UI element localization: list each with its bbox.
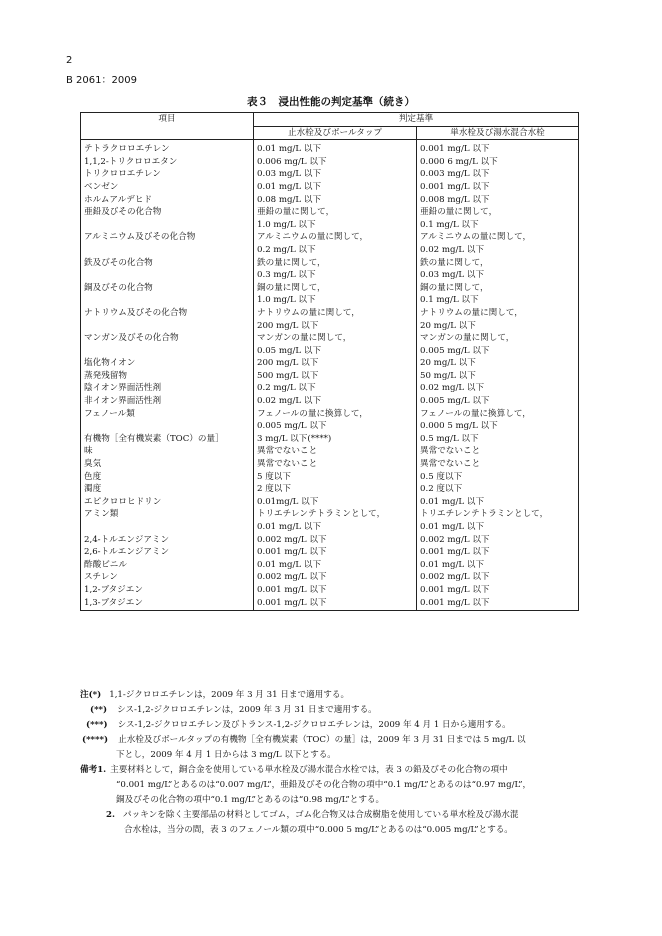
cell-faucet: 0.01 mg/L 以下 (417, 496, 579, 509)
note-1 (80, 688, 600, 703)
table-row (81, 332, 579, 345)
note-4-cont: 下とし，2009 年 4 月 1 日からは 3 mg/L 以下とする。 (116, 750, 336, 760)
cell-stopcock: マンガンの量に関して， (254, 332, 417, 345)
cell-stopcock: 0.01 mg/L 以下 (254, 559, 417, 572)
cell-item: 1,1,2-トリクロロエタン (81, 156, 254, 169)
table-row (81, 382, 579, 395)
cell-faucet: 0.001 mg/L 以下 (417, 584, 579, 597)
cell-stopcock: 0.002 mg/L 以下 (254, 534, 417, 547)
cell-item: 酢酸ビニル (81, 559, 254, 572)
note-label: (***) (86, 720, 108, 730)
cell-stopcock: フェノールの量に換算して， (254, 408, 417, 421)
cell-faucet: 0.000 6 mg/L 以下 (417, 156, 579, 169)
cell-faucet: ナトリウムの量に関して， (417, 307, 579, 320)
cell-item: アミン類 (81, 508, 254, 521)
cell-stopcock: 0.05 mg/L 以下 (254, 345, 417, 358)
cell-item (81, 294, 254, 307)
table-row (81, 597, 579, 611)
cell-faucet: フェノールの量に換算して， (417, 408, 579, 421)
cell-item: スチレン (81, 571, 254, 584)
note-2 (80, 703, 600, 718)
table-row (81, 231, 579, 244)
note-text: 1,1-ジクロロエチレンは，2009 年 3 月 31 日まで適用する。 (109, 690, 350, 700)
cell-faucet: マンガンの量に関して， (417, 332, 579, 345)
page-number: 2 (66, 55, 73, 66)
cell-stopcock: 0.001 mg/L 以下 (254, 584, 417, 597)
table-title: 表３ 浸出性能の判定基準（続き） (247, 96, 415, 108)
remark-1 (80, 763, 600, 778)
cell-stopcock: 0.03 mg/L 以下 (254, 168, 417, 181)
table-row (81, 445, 579, 458)
cell-faucet: 0.1 mg/L 以下 (417, 219, 579, 232)
cell-faucet: 0.1 mg/L 以下 (417, 294, 579, 307)
cell-item: 色度 (81, 471, 254, 484)
cell-item: ベンゼン (81, 181, 254, 194)
standard-number: B 2061：2009 (66, 75, 137, 86)
cell-stopcock: 500 mg/L 以下 (254, 370, 417, 383)
table-row (81, 168, 579, 181)
cell-stopcock: 0.005 mg/L 以下 (254, 420, 417, 433)
cell-faucet: アルミニウムの量に関して， (417, 231, 579, 244)
cell-item (81, 219, 254, 232)
cell-stopcock: ナトリウムの量に関して， (254, 307, 417, 320)
table-row (81, 345, 579, 358)
remark-1-cont: 銅及びその化合物の項中“0.1 mg/L”とあるのは“0.98 mg/L”とする。 (116, 795, 385, 805)
cell-item: トリクロロエチレン (81, 168, 254, 181)
table-row (81, 206, 579, 219)
cell-stopcock: 0.08 mg/L 以下 (254, 194, 417, 207)
cell-faucet: 0.02 mg/L 以下 (417, 244, 579, 257)
table-row (81, 194, 579, 207)
cell-item: 2,4-トルエンジアミン (81, 534, 254, 547)
table-row (81, 471, 579, 484)
table-row (81, 307, 579, 320)
cell-faucet: 0.002 mg/L 以下 (417, 571, 579, 584)
cell-faucet: 0.01 mg/L 以下 (417, 521, 579, 534)
note-text: 止水栓及びボールタップの有機物［全有機炭素（TOC）の量］は，2009 年 3 月 31 日までは 5 mg/L 以 (118, 735, 526, 745)
header-faucet: 単水栓及び湯水混合水栓 (417, 126, 579, 140)
table-row (81, 257, 579, 270)
cell-faucet: 0.002 mg/L 以下 (417, 534, 579, 547)
table-row (81, 521, 579, 534)
cell-faucet: 0.003 mg/L 以下 (417, 168, 579, 181)
cell-stopcock: 3 mg/L 以下(****) (254, 433, 417, 446)
cell-faucet: 異常でないこと (417, 458, 579, 471)
cell-stopcock: 1.0 mg/L 以下 (254, 219, 417, 232)
cell-stopcock: トリエチレンテトラミンとして， (254, 508, 417, 521)
cell-stopcock: 0.002 mg/L 以下 (254, 571, 417, 584)
notes-section (80, 688, 600, 838)
table-row (81, 559, 579, 572)
remark-1-cont: “0.001 mg/L”とあるのは“0.007 mg/L”，亜鉛及びその化合物の項中“0.1 mg/L”とあるのは“0.97 mg/L”， (116, 780, 532, 790)
cell-item (81, 244, 254, 257)
note-4 (80, 733, 600, 748)
cell-item: 鉄及びその化合物 (81, 257, 254, 270)
cell-item (81, 521, 254, 534)
table-row (81, 320, 579, 333)
table-row (81, 395, 579, 408)
cell-item: 陰イオン界面活性剤 (81, 382, 254, 395)
remark-label: 2. (106, 810, 115, 820)
cell-faucet: 0.02 mg/L 以下 (417, 382, 579, 395)
cell-stopcock: 亜鉛の量に関して， (254, 206, 417, 219)
cell-stopcock: 0.01 mg/L 以下 (254, 140, 417, 156)
cell-faucet: 亜鉛の量に関して， (417, 206, 579, 219)
table-row (81, 282, 579, 295)
cell-item: 非イオン界面活性剤 (81, 395, 254, 408)
cell-faucet: 0.01 mg/L 以下 (417, 559, 579, 572)
cell-stopcock: 0.01 mg/L 以下 (254, 521, 417, 534)
note-label: 注(*) (80, 690, 102, 700)
criteria-table (80, 112, 579, 611)
cell-stopcock: 異常でないこと (254, 458, 417, 471)
cell-item: ホルムアルデヒド (81, 194, 254, 207)
cell-item: マンガン及びその化合物 (81, 332, 254, 345)
header-stopcock: 止水栓及びボールタップ (254, 126, 417, 140)
cell-stopcock: 0.01 mg/L 以下 (254, 181, 417, 194)
table-row (81, 534, 579, 547)
cell-faucet: 異常でないこと (417, 445, 579, 458)
header-item: 項目 (81, 113, 254, 140)
table-row (81, 458, 579, 471)
header-criteria: 判定基準 (254, 113, 579, 127)
cell-stopcock: 0.01mg/L 以下 (254, 496, 417, 509)
table-row (81, 140, 579, 156)
cell-stopcock: 0.2 mg/L 以下 (254, 382, 417, 395)
cell-faucet: トリエチレンテトラミンとして， (417, 508, 579, 521)
cell-item (81, 320, 254, 333)
cell-item: 有機物［全有機炭素（TOC）の量］ (81, 433, 254, 446)
table-row (81, 219, 579, 232)
table-row (81, 370, 579, 383)
cell-faucet: 20 mg/L 以下 (417, 320, 579, 333)
cell-faucet: 0.005 mg/L 以下 (417, 395, 579, 408)
cell-item: テトラクロロエチレン (81, 140, 254, 156)
cell-stopcock: 2 度以下 (254, 483, 417, 496)
table-row (81, 294, 579, 307)
cell-faucet: 0.000 5 mg/L 以下 (417, 420, 579, 433)
cell-item: アルミニウム及びその化合物 (81, 231, 254, 244)
cell-item: 蒸発残留物 (81, 370, 254, 383)
cell-item (81, 420, 254, 433)
note-text: シス-1,2-ジクロロエチレンは，2009 年 3 月 31 日まで適用する。 (117, 705, 377, 715)
remark-2-cont: 合水栓は，当分の間，表 3 のフェノール類の項中“0.000 5 mg/L”とあるのは“0.005 mg/L”とする。 (124, 825, 513, 835)
table-row (81, 181, 579, 194)
cell-faucet: 鉄の量に関して， (417, 257, 579, 270)
cell-item: 濁度 (81, 483, 254, 496)
cell-faucet: 20 mg/L 以下 (417, 357, 579, 370)
cell-stopcock: 異常でないこと (254, 445, 417, 458)
remark-text: パッキンを除く主要部品の材料としてゴム，ゴム化合物又は合成樹脂を使用している単水栓及び湯水混 (122, 810, 519, 820)
cell-faucet: 銅の量に関して， (417, 282, 579, 295)
table-row (81, 269, 579, 282)
table-row (81, 584, 579, 597)
cell-faucet: 0.005 mg/L 以下 (417, 345, 579, 358)
cell-faucet: 0.008 mg/L 以下 (417, 194, 579, 207)
cell-item: 1,2-ブタジエン (81, 584, 254, 597)
cell-item: 臭気 (81, 458, 254, 471)
note-3 (80, 718, 600, 733)
cell-item: 塩化物イオン (81, 357, 254, 370)
cell-item: エピクロロヒドリン (81, 496, 254, 509)
note-label: (**) (90, 705, 108, 715)
cell-faucet: 0.2 度以下 (417, 483, 579, 496)
cell-faucet: 0.001 mg/L 以下 (417, 597, 579, 611)
cell-stopcock: 200 mg/L 以下 (254, 320, 417, 333)
cell-faucet: 0.03 mg/L 以下 (417, 269, 579, 282)
cell-faucet: 0.001 mg/L 以下 (417, 140, 579, 156)
remark-2 (80, 808, 600, 823)
note-label: (****) (82, 735, 109, 745)
cell-stopcock: 0.006 mg/L 以下 (254, 156, 417, 169)
cell-item (81, 269, 254, 282)
cell-stopcock: 鉄の量に関して， (254, 257, 417, 270)
cell-faucet: 0.001 mg/L 以下 (417, 181, 579, 194)
cell-stopcock: 0.3 mg/L 以下 (254, 269, 417, 282)
table-row (81, 408, 579, 421)
cell-item: ナトリウム及びその化合物 (81, 307, 254, 320)
cell-item (81, 345, 254, 358)
cell-stopcock: 0.2 mg/L 以下 (254, 244, 417, 257)
cell-item: 銅及びその化合物 (81, 282, 254, 295)
table-row (81, 357, 579, 370)
cell-stopcock: 5 度以下 (254, 471, 417, 484)
remark-label: 備考1. (80, 765, 107, 775)
cell-faucet: 0.001 mg/L 以下 (417, 546, 579, 559)
table-body (81, 140, 579, 611)
note-text: シス-1,2-ジクロロエチレン及びトランス-1,2-ジクロロエチレンは，2009 年 4 月 1 日から適用する。 (117, 720, 511, 730)
cell-item: 亜鉛及びその化合物 (81, 206, 254, 219)
cell-item: 2,6-トルエンジアミン (81, 546, 254, 559)
table-row (81, 571, 579, 584)
table-row (81, 433, 579, 446)
table-row (81, 483, 579, 496)
table-row (81, 496, 579, 509)
cell-stopcock: アルミニウムの量に関して， (254, 231, 417, 244)
cell-item: 1,3-ブタジエン (81, 597, 254, 611)
cell-faucet: 50 mg/L 以下 (417, 370, 579, 383)
cell-faucet: 0.5 度以下 (417, 471, 579, 484)
cell-stopcock: 銅の量に関して， (254, 282, 417, 295)
cell-stopcock: 1.0 mg/L 以下 (254, 294, 417, 307)
cell-item: 味 (81, 445, 254, 458)
table-row (81, 244, 579, 257)
cell-stopcock: 0.001 mg/L 以下 (254, 597, 417, 611)
cell-stopcock: 0.001 mg/L 以下 (254, 546, 417, 559)
cell-faucet: 0.5 mg/L 以下 (417, 433, 579, 446)
cell-stopcock: 200 mg/L 以下 (254, 357, 417, 370)
cell-stopcock: 0.02 mg/L 以下 (254, 395, 417, 408)
table-row (81, 546, 579, 559)
table-row (81, 420, 579, 433)
table-row (81, 156, 579, 169)
cell-item: フェノール類 (81, 408, 254, 421)
table-row (81, 508, 579, 521)
remark-text: 主要材料として，銅合金を使用している単水栓及び湯水混合水栓では，表 3 の鉛及びその化合物の項中 (110, 765, 508, 775)
